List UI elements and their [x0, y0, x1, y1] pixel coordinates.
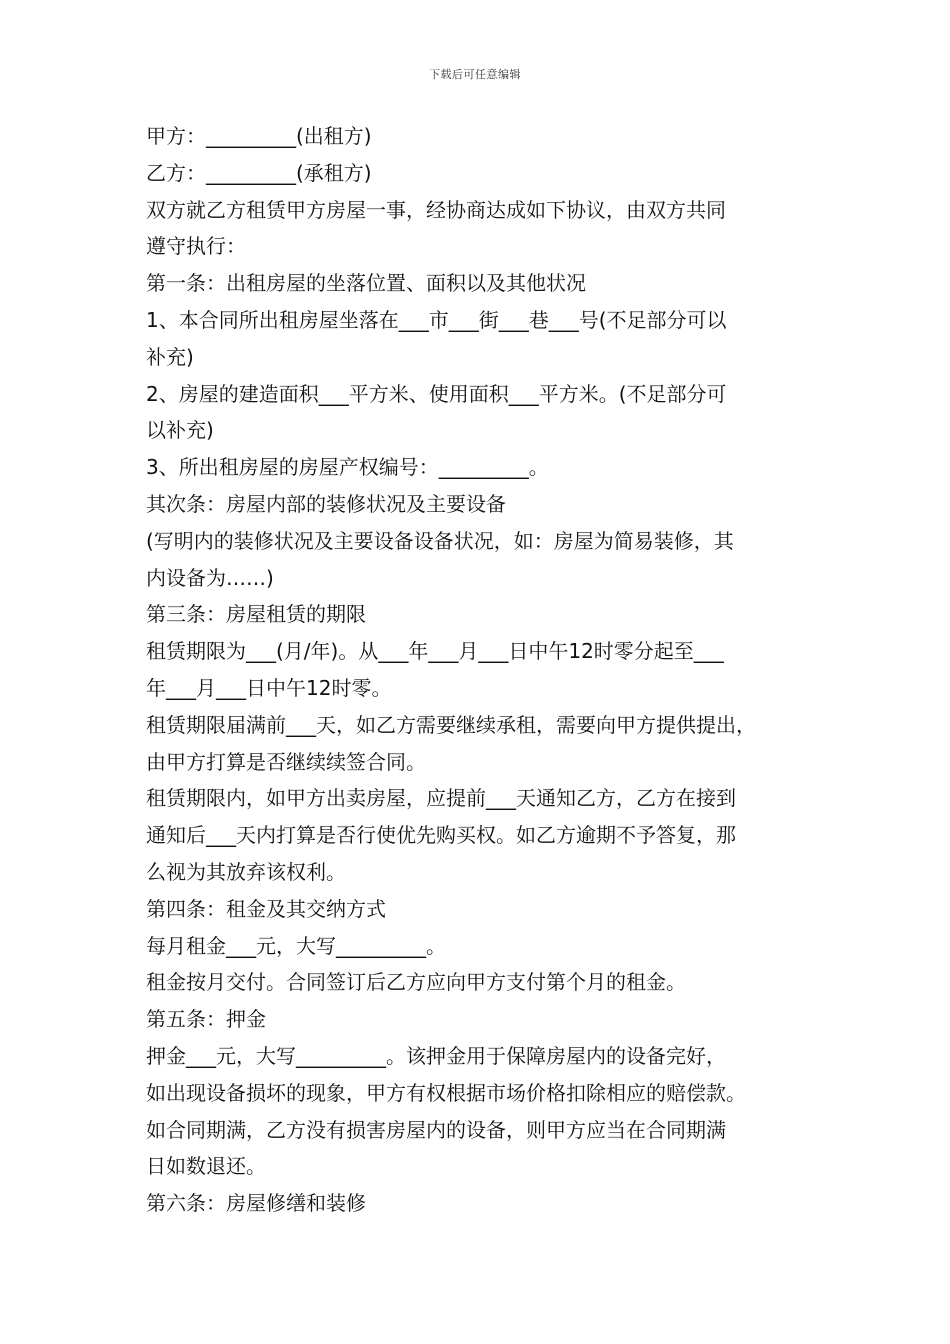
- article-5-text: 如出现设备损坏的现象，甲方有权根据市场价格扣除相应的赔偿款。: [146, 1080, 746, 1105]
- article-6-heading: 第六条：房屋修缮和装修: [146, 1191, 366, 1216]
- article-1-item: 补充): [146, 344, 194, 369]
- article-4-text: 租金按月交付。合同签订后乙方应向甲方支付第个月的租金。: [146, 970, 686, 995]
- article-1-item: 1、本合同所出租房屋坐落在___市___街___巷___号(不足部分可以: [146, 307, 727, 332]
- article-1-heading: 第一条：出租房屋的坐落位置、面积以及其他状况: [146, 271, 586, 296]
- article-3-text: 通知后___天内打算是否行使优先购买权。如乙方逾期不予答复，那: [146, 823, 736, 848]
- contract-body: [146, 118, 818, 1222]
- article-4-heading: 第四条：租金及其交纳方式: [146, 896, 386, 921]
- article-3-text: 年___月___日中午12时零。: [146, 675, 392, 700]
- article-2-text: (写明内的装修状况及主要设备设备状况，如：房屋为简易装修，其: [146, 528, 734, 553]
- party-a-line: 甲方：_________(出租方): [146, 124, 372, 148]
- party-b-line: 乙方：_________(承租方): [146, 160, 372, 185]
- article-3-text: 由甲方打算是否继续续签合同。: [146, 749, 426, 774]
- preamble-line: 双方就乙方租赁甲方房屋一事，经协商达成如下协议，由双方共同: [146, 197, 726, 222]
- header-note: 下载后可任意编辑: [429, 68, 521, 81]
- article-5-text: 押金___元，大写_________。该押金用于保障房屋内的设备完好，: [146, 1043, 726, 1068]
- article-3-text: 么视为其放弃该权利。: [146, 859, 346, 884]
- article-4-text: 每月租金___元，大写_________。: [146, 933, 446, 958]
- article-3-text: 租赁期限为___(月/年)。从___年___月___日中午12时零分起至___: [146, 639, 724, 664]
- preamble-line: 遵守执行：: [146, 234, 246, 259]
- article-5-text: 如合同期满，乙方没有损害房屋内的设备，则甲方应当在合同期满: [146, 1117, 726, 1142]
- article-3-text: 租赁期限内，如甲方出卖房屋，应提前___天通知乙方，乙方在接到: [146, 786, 736, 811]
- article-3-heading: 第三条：房屋租赁的期限: [146, 602, 366, 627]
- article-5-heading: 第五条：押金: [146, 1007, 266, 1032]
- article-2-text: 内设备为……): [146, 565, 274, 590]
- article-5-text: 日如数退还。: [146, 1154, 266, 1179]
- article-1-item: 3、所出租房屋的房屋产权编号：_________。: [146, 455, 549, 480]
- article-1-item: 2、房屋的建造面积___平方米、使用面积___平方米。(不足部分可: [146, 381, 727, 406]
- article-2-heading: 其次条：房屋内部的装修状况及主要设备: [146, 491, 506, 516]
- article-1-item: 以补充): [146, 418, 214, 443]
- article-3-text: 租赁期限届满前___天，如乙方需要继续承租，需要向甲方提供提出，: [146, 712, 756, 737]
